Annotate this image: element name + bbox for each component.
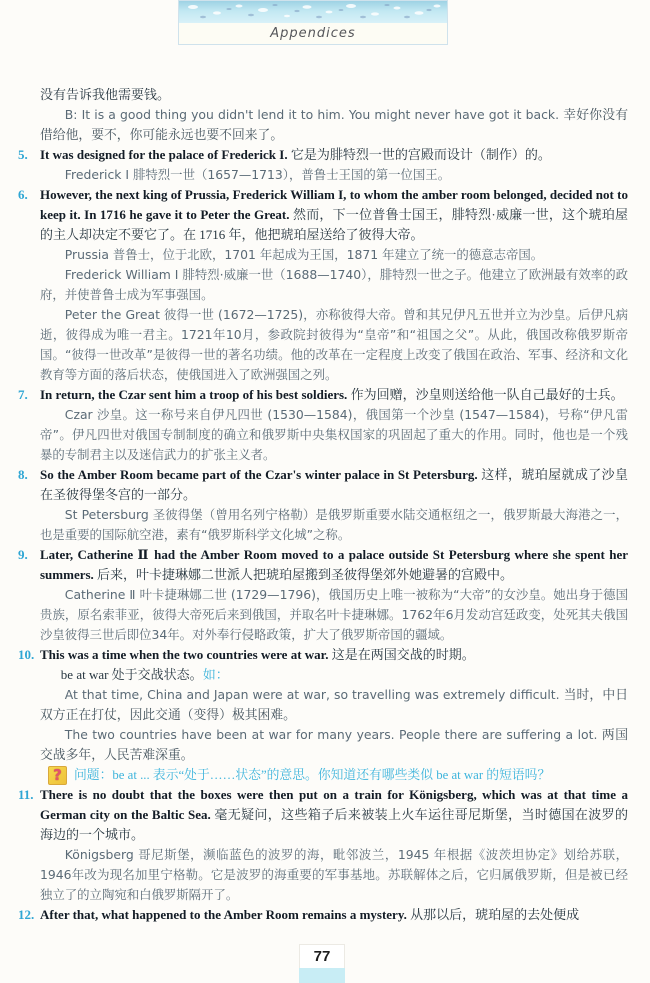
entry-body — [40, 545, 628, 645]
entry-7 — [18, 385, 628, 465]
entry-english: So the Amber Room became part of the Czar's winter palace in St Petersburg. — [40, 467, 478, 482]
example-english: At that time, China and Japan were at war, so travelling was extremely difficult. — [64, 687, 560, 702]
entry-main-line — [40, 465, 628, 505]
entry-body — [40, 145, 628, 185]
entry-chinese: 毫无疑问，这些箱子后来被装上火车运往哥尼斯堡，当时德国在波罗的海边的一个城市。 — [40, 807, 628, 842]
example-chinese: 两国交战多年，人民苦难深重。 — [40, 728, 628, 762]
entry-number: 11. — [18, 787, 34, 802]
entry-5 — [18, 145, 628, 185]
example-sentence — [40, 725, 628, 765]
entry-main-line — [40, 145, 628, 165]
entry-number: 8. — [18, 467, 28, 482]
entry-english: After that, what happened to the Amber Room remains a mystery. — [40, 907, 407, 922]
dialogue-english: B: It is a good thing you didn't lend it to him. You might never have got it back. — [64, 107, 560, 122]
entry-main-line — [40, 905, 628, 925]
entry-8 — [18, 465, 628, 545]
entry-english: It was designed for the palace of Frederick I. — [40, 147, 288, 162]
example-marker: 如： — [202, 667, 229, 682]
intro-dialogue-line — [40, 105, 628, 145]
entry-number: 7. — [18, 387, 28, 402]
question-prompt — [48, 765, 628, 785]
entry-main-line — [40, 785, 628, 845]
entry-number: 10. — [18, 647, 35, 662]
entry-12 — [18, 905, 628, 925]
page-header — [178, 0, 448, 45]
entry-body — [40, 385, 628, 465]
entry-english: However, the next king of Prussia, Frederick William I, to whom the amber room belonged, decided not to keep it. In 1716 he gave it to Peter the Great. — [40, 187, 628, 222]
phrase-note-line — [40, 665, 628, 685]
question-text: 问题：be at ... 表示“处于……状态”的意思。你知道还有哪些类似 be at war 的短语吗？ — [74, 768, 551, 782]
phrase-text: be at war 处于交战状态。 — [60, 667, 203, 682]
page-number: 77 — [299, 944, 345, 968]
entry-body — [40, 185, 628, 385]
entry-note: Frederick I 腓特烈一世（1657—1713），普鲁士王国的第一位国王。 — [64, 167, 451, 182]
entry-note: Catherine Ⅱ 叶卡捷琳娜二世 (1729—1796)，俄国历史上唯一被称为“大帝”的女沙皇。她出身于德国贵族，原名索菲亚，彼得大帝死后来到俄国，并取名叶卡捷琳娜。1762年6月发动宫廷政变，处死其夫俄国沙皇彼得三世后即位34年。对外奉行侵略政策，扩大了俄罗斯帝国的疆域。 — [40, 587, 628, 642]
entry-note: Königsberg 哥尼斯堡，濒临蓝色的波罗的海，毗邻波兰，1945 年根据《波茨坦协定》划给苏联，1946年改为现名加里宁格勒。它是波罗的海重要的军事基地。苏联解体之后，它归属俄罗斯，但是被已经独立了的立陶宛和白俄罗斯隔开了。 — [40, 847, 628, 902]
entry-body — [40, 785, 628, 905]
example-english: The two countries have been at war for many years. People there are suffering a lot. — [64, 727, 598, 742]
intro-carryover-line: 没有告诉我他需要钱。 — [40, 87, 171, 102]
entry-note: Czar 沙皇。这一称号来自伊凡四世 (1530—1584)，俄国第一个沙皇 (1547—1584)，号称“伊凡雷帝”。伊凡四世对俄国专制制度的确立和俄罗斯中央集权国家的巩固起了重大的作用。同时，他也是一个残暴的专制君主以及迷信武力的扩张主义者。 — [40, 407, 628, 462]
entry-chinese: 从那以后，琥珀屋的去处便成 — [410, 907, 580, 922]
example-chinese: 当时，中日双方正在打仗，因此交通（变得）极其困难。 — [40, 688, 629, 722]
entry-english: There is no doubt that the boxes were then put on a train for Königsberg, which was at that time a German city on the Baltic Sea. — [40, 787, 628, 822]
entry-english: In return, the Czar sent him a troop of his best soldiers. — [40, 387, 348, 402]
water-droplets-image — [179, 1, 447, 23]
entry-number: 5. — [18, 147, 28, 162]
dialogue-chinese: 幸好你没有借给他，要不，你可能永远也要不回来了。 — [40, 108, 628, 142]
entry-note: Peter the Great 彼得一世 (1672—1725)，亦称彼得大帝。曾和其兄伊凡五世并立为沙皇。后伊凡病逝，彼得成为唯一君主。1721年10月，参政院封彼得为“皇帝”和“祖国之父”。从此，俄国改称俄罗斯帝国。“彼得一世改革”是彼得一世的著名功绩。他的改革在一定程度上改变了俄国在政治、军事、经济和文化教育等方面的落后状态，使俄国进入了欧洲强国之列。 — [40, 307, 628, 382]
entry-chinese: 作为回赠，沙皇则送给他一队自己最好的士兵。 — [350, 387, 624, 402]
entry-number: 9. — [18, 547, 28, 562]
entry-note: Prussia 普鲁士，位于北欧，1701 年起成为王国，1871 年建立了统一的德意志帝国。 — [64, 247, 544, 262]
entry-chinese: 后来，叶卡捷琳娜二世派人把琥珀屋搬到圣彼得堡郊外她避暑的宫殿中。 — [97, 567, 514, 582]
entry-body — [40, 465, 628, 545]
entry-chinese: 这是在两国交战的时期。 — [331, 647, 475, 662]
example-sentence — [40, 685, 628, 725]
entry-6 — [18, 185, 628, 385]
entry-number: 12. — [18, 907, 35, 922]
content-column — [18, 85, 628, 925]
entry-11 — [18, 785, 628, 905]
entry-english: This was a time when the two countries were at war. — [40, 647, 329, 662]
entry-number: 6. — [18, 187, 28, 202]
entry-main-line — [40, 385, 628, 405]
entry-chinese: 然而，下一位普鲁士国王，腓特烈·威廉一世，这个琥珀屋的主人却决定不要它了。在 1716 年，他把琥珀屋送给了彼得大帝。 — [40, 207, 628, 242]
page-number-block — [299, 944, 345, 983]
entry-10 — [18, 645, 628, 785]
entry-body — [40, 905, 628, 925]
entry-body — [40, 645, 628, 785]
entry-note: St Petersburg 圣彼得堡（曾用名列宁格勒）是俄罗斯重要水陆交通枢纽之一，俄罗斯最大海港之一，也是重要的国际航空港，素有“俄罗斯科学文化城”之称。 — [40, 507, 628, 542]
entry-note: Frederick William I 腓特烈·威廉一世（1688—1740），腓特烈一世之子。他建立了欧洲最有效率的政府，并使普鲁士成为军事强国。 — [40, 267, 628, 302]
entry-english: Later, Catherine Ⅱ had the Amber Room moved to a palace outside St Petersburg where she spent her summers. — [40, 547, 628, 582]
intro-block — [18, 85, 628, 145]
entry-chinese: 它是为腓特烈一世的宫殿而设计（制作）的。 — [290, 147, 551, 162]
entry-main-line — [40, 185, 628, 245]
header-title: Appendices — [270, 26, 356, 41]
question-mark-icon: ? — [48, 766, 67, 785]
entry-main-line — [40, 545, 628, 585]
page-number-accent — [299, 968, 345, 983]
entry-9 — [18, 545, 628, 645]
entry-chinese: 这样，琥珀屋就成了沙皇在圣彼得堡冬宫的一部分。 — [40, 467, 628, 502]
entry-main-line — [40, 645, 628, 665]
